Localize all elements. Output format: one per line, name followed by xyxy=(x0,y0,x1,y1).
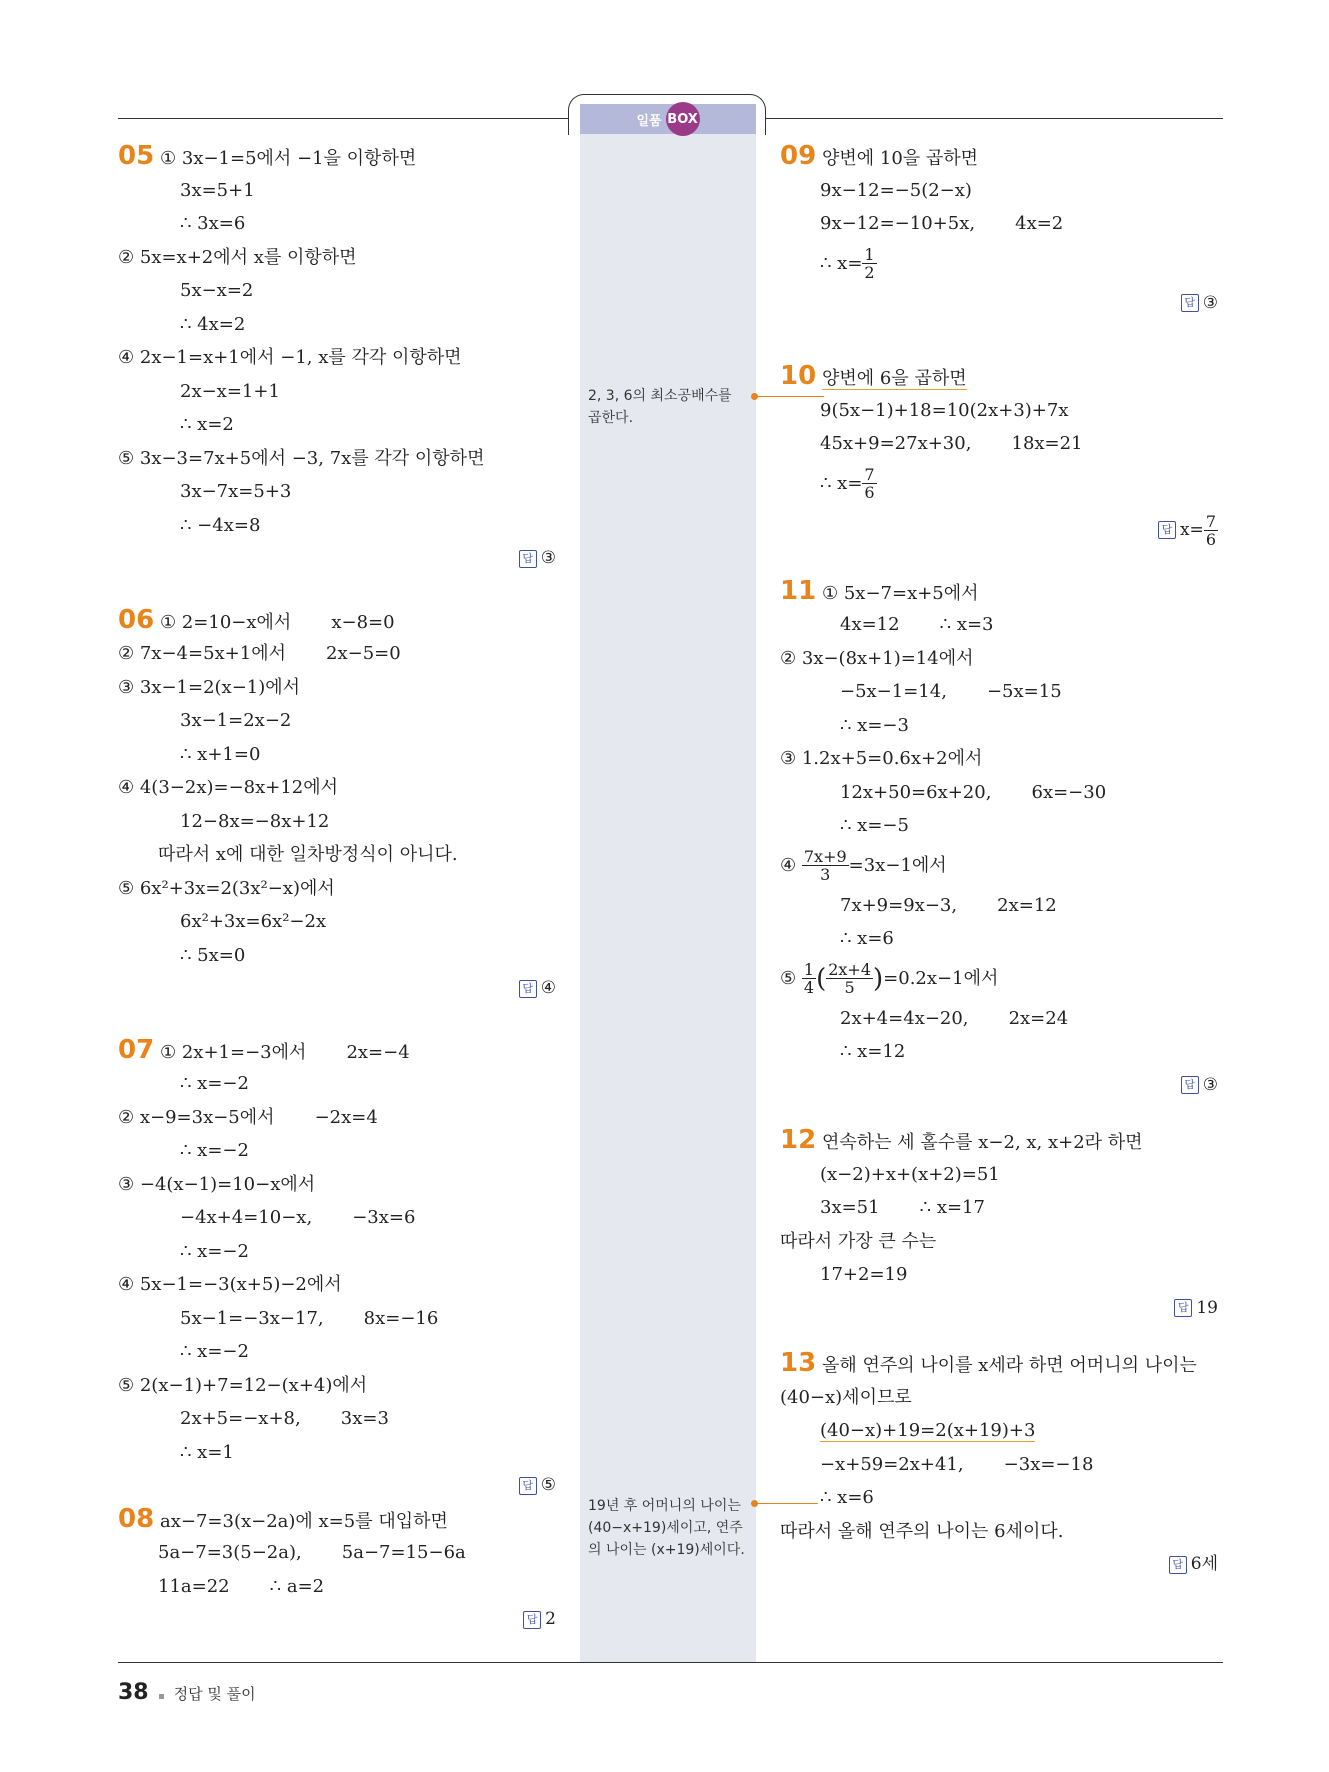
bottom-rule xyxy=(118,1662,1223,1663)
solution-line: (40−x)+19=2(x+19)+3 xyxy=(820,1420,1036,1441)
answer-icon: 답 xyxy=(1158,521,1176,539)
solution-line: ① 3x−1=5에서 −1을 이항하면 xyxy=(160,148,417,169)
solution-line: ③ 1.2x+5=0.6x+2에서 xyxy=(780,748,983,769)
solution-line: 올해 연주의 나이를 x세라 하면 어머니의 나이는 xyxy=(822,1355,1197,1376)
solution-line: 양변에 6을 곱하면 xyxy=(822,368,967,389)
answer-icon: 답 xyxy=(1181,1076,1199,1094)
solution-line: ∴ x= $\frac{7}{6}$ xyxy=(820,465,875,502)
answer-icon: 답 xyxy=(523,1611,541,1629)
fraction: $\frac{1}{2}$ xyxy=(864,245,875,282)
answer: 답 2 xyxy=(118,1603,558,1637)
solution-line: ∴ x=−2 xyxy=(180,1341,249,1362)
answer: 답 ④ xyxy=(118,972,558,1006)
answer: 답 6세 xyxy=(780,1548,1220,1582)
answer-icon: 답 xyxy=(519,1477,537,1495)
answer: 답 ③ xyxy=(118,542,558,576)
problem-11 xyxy=(780,575,1220,1103)
side-note-13: 19년 후 어머니의 나이는 (40−x+19)세이고, 연주의 나이는 (x+19)세이다. xyxy=(588,1498,745,1558)
problem-06 xyxy=(118,604,558,1006)
solution-line: ∴ 3x=6 xyxy=(180,213,246,234)
solution-line: ③ −4(x−1)=10−x에서 xyxy=(118,1173,316,1195)
solution-line: ④ 2x−1=x+1에서 −1, x를 각각 이항하면 xyxy=(118,347,462,368)
answer-icon: 답 xyxy=(1174,1299,1192,1317)
solution-line: 양변에 10을 곱하면 xyxy=(822,148,979,169)
fraction: $\frac{2x+4}{5}$ xyxy=(828,960,872,997)
solution-line: 3x=5+1 xyxy=(180,179,255,201)
solution-line: ∴ 4x=2 xyxy=(180,313,246,335)
solution-line: ⑤ 3x−3=7x+5에서 −3, 7x를 각각 이항하면 xyxy=(118,447,485,469)
solution-line: ⑤ 6x²+3x=2(3x²−x)에서 xyxy=(118,877,335,899)
solution-line: 12x+50=6x+20, 6x=−30 xyxy=(840,781,1107,803)
solution-line: 따라서 x에 대한 일차방정식이 아니다. xyxy=(158,844,458,865)
problem-10 xyxy=(780,360,1220,553)
problem-number: 05 xyxy=(118,141,155,171)
answer: 답 ③ xyxy=(780,1069,1220,1103)
problem-08 xyxy=(118,1503,558,1637)
problem-13 xyxy=(780,1347,1220,1582)
solution-line: ⑤ $\frac{1}{4}$ ( $\frac{2x+4}{5}$ )=0.2x−1에서 xyxy=(780,960,999,997)
answer: 답 ⑤ xyxy=(118,1469,558,1503)
solution-line: −4x+4=10−x, −3x=6 xyxy=(180,1207,416,1228)
solution-line: ② 7x−4=5x+1에서 2x−5=0 xyxy=(118,643,401,664)
fraction: $\frac{7}{6}$ xyxy=(1205,511,1216,549)
solution-line: (x−2)+x+(x+2)=51 xyxy=(820,1163,1000,1185)
solution-line: ④ 5x−1=−3(x+5)−2에서 xyxy=(118,1274,342,1295)
answer: 답 x= $\frac{7}{6}$ xyxy=(780,507,1220,553)
fraction: $\frac{7}{6}$ xyxy=(864,465,875,502)
answer-icon: 답 xyxy=(519,550,537,568)
solution-line: −5x−1=14, −5x=15 xyxy=(840,681,1062,702)
solution-line: ∴ x=−5 xyxy=(840,815,909,836)
solution-line: ax−7=3(x−2a)에 x=5를 대입하면 xyxy=(160,1510,448,1532)
solution-line: ② x−9=3x−5에서 −2x=4 xyxy=(118,1106,378,1128)
solution-line: 9x−12=−5(2−x) xyxy=(820,179,972,201)
solution-line: 5x−x=2 xyxy=(180,280,254,301)
problem-05 xyxy=(118,140,558,576)
solution-line: 5a−7=3(5−2a), 5a−7=15−6a xyxy=(158,1542,466,1563)
problem-number: 06 xyxy=(118,604,155,635)
solution-line: 6x²+3x=6x²−2x xyxy=(180,911,327,932)
problem-number: 08 xyxy=(118,1503,155,1534)
page-number: 38 xyxy=(118,1680,149,1705)
solution-line: 3x=51 ∴ x=17 xyxy=(820,1197,985,1218)
solution-line: 17+2=19 xyxy=(820,1264,908,1285)
solution-line: ② 5x=x+2에서 x를 이항하면 xyxy=(118,246,357,268)
solution-line: ∴ x=6 xyxy=(840,928,894,949)
solution-line: 3x−7x=5+3 xyxy=(180,481,292,502)
section-label: 정답 및 풀이 xyxy=(173,1685,256,1703)
solution-line: ④ $\frac{7x+9}{3}$ =3x−1에서 xyxy=(780,847,947,884)
solution-line: ∴ x=12 xyxy=(840,1041,906,1062)
solution-line: ① 2=10−x에서 x−8=0 xyxy=(160,611,395,633)
problem-09 xyxy=(780,140,1220,320)
solution-line: ∴ x=−3 xyxy=(840,714,909,736)
answer-icon: 답 xyxy=(1181,294,1199,312)
solution-line: ① 2x+1=−3에서 2x=−4 xyxy=(160,1041,410,1063)
solution-line: 9(5x−1)+18=10(2x+3)+7x xyxy=(820,399,1069,421)
fraction: $\frac{1}{4}$ xyxy=(803,960,815,997)
footer xyxy=(118,1680,256,1705)
solution-line: 따라서 가장 큰 수는 xyxy=(780,1230,937,1252)
solution-line: 12−8x=−8x+12 xyxy=(180,810,330,832)
solution-line: ② 3x−(8x+1)=14에서 xyxy=(780,647,974,669)
answer-icon: 답 xyxy=(519,980,537,998)
solution-line: 연속하는 세 홀수를 x−2, x, x+2라 하면 xyxy=(822,1132,1143,1153)
answer: 답 ③ xyxy=(780,287,1220,321)
solution-line: ∴ x+1=0 xyxy=(180,743,261,765)
solution-line: ① 5x−7=x+5에서 xyxy=(822,582,979,604)
box-header xyxy=(580,104,756,134)
left-column xyxy=(118,140,558,1637)
solution-line: 4x=12 ∴ x=3 xyxy=(840,614,994,635)
problem-number: 09 xyxy=(780,141,817,171)
solution-line: ∴ x=2 xyxy=(180,414,234,435)
problem-number: 12 xyxy=(780,1125,817,1155)
solution-line: 9x−12=−10+5x, 4x=2 xyxy=(820,213,1064,234)
solution-line: ∴ x=1 xyxy=(180,1441,234,1463)
solution-line: ∴ x=−2 xyxy=(180,1140,249,1161)
problem-07 xyxy=(118,1034,558,1503)
solution-line: 2x+4=4x−20, 2x=24 xyxy=(840,1007,1069,1029)
right-column xyxy=(780,140,1220,1582)
solution-line: −x+59=2x+41, −3x=−18 xyxy=(820,1453,1094,1475)
solution-line: ∴ x= $\frac{1}{2}$ xyxy=(820,245,875,282)
problem-number: 13 xyxy=(780,1348,817,1378)
answer: 답 19 xyxy=(780,1292,1220,1326)
solution-line: 2x+5=−x+8, 3x=3 xyxy=(180,1408,389,1429)
solution-line: 따라서 올해 연주의 나이는 6세이다. xyxy=(780,1520,1064,1542)
side-note-10: 2, 3, 6의 최소공배수를 곱한다. xyxy=(588,388,732,426)
solution-line: 3x−1=2x−2 xyxy=(180,710,292,731)
solution-line: 7x+9=9x−3, 2x=12 xyxy=(840,894,1057,916)
solution-line: ④ 4(3−2x)=−8x+12에서 xyxy=(118,777,339,798)
solution-line: ∴ −4x=8 xyxy=(180,514,261,536)
fraction: $\frac{7x+9}{3}$ xyxy=(803,847,847,884)
problem-number: 10 xyxy=(780,361,817,391)
answer-icon: 답 xyxy=(1169,1556,1187,1574)
solution-line: ⑤ 2(x−1)+7=12−(x+4)에서 xyxy=(118,1374,368,1396)
bullet-icon xyxy=(159,1694,164,1699)
solution-line: 45x+9=27x+30, 18x=21 xyxy=(820,433,1083,454)
problem-number: 11 xyxy=(780,575,817,606)
solution-line: ③ 3x−1=2(x−1)에서 xyxy=(118,676,301,698)
solution-line: 11a=22 ∴ a=2 xyxy=(158,1575,325,1597)
problem-12 xyxy=(780,1124,1220,1325)
solution-line: ∴ x=−2 xyxy=(180,1073,249,1094)
solution-line: (40−x)세이므로 xyxy=(780,1386,912,1408)
solution-line: ∴ 5x=0 xyxy=(180,944,246,966)
side-note-column xyxy=(580,104,756,1662)
box-label: 일품 xyxy=(636,113,662,129)
problem-number: 07 xyxy=(118,1034,155,1065)
solution-line: ∴ x=−2 xyxy=(180,1240,249,1262)
solution-line: ∴ x=6 xyxy=(820,1487,874,1508)
solution-line: 5x−1=−3x−17, 8x=−16 xyxy=(180,1307,439,1329)
box-badge: BOX xyxy=(666,102,700,136)
solution-line: 2x−x=1+1 xyxy=(180,380,280,402)
